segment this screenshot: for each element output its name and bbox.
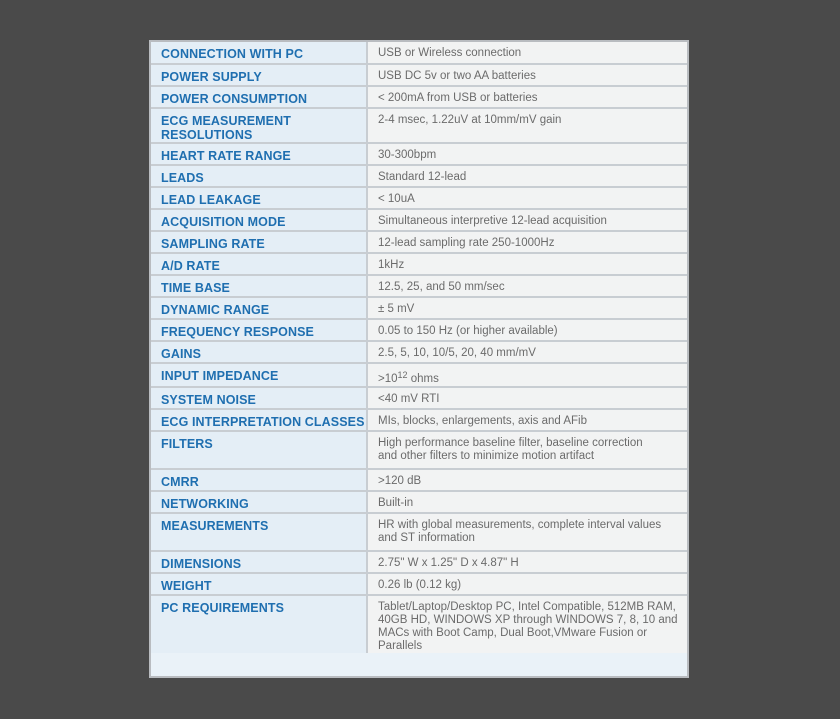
spec-label: LEADS — [151, 165, 367, 187]
spec-value: 0.26 lb (0.12 kg) — [367, 573, 687, 595]
spec-label: ECG INTERPRETATION CLASSES — [151, 409, 367, 431]
spec-value: 0.05 to 150 Hz (or higher available) — [367, 319, 687, 341]
spec-label: WEIGHT — [151, 573, 367, 595]
spec-label: CONNECTION WITH PC — [151, 42, 367, 64]
spec-row-ecg-resolution — [151, 108, 687, 143]
spec-row-heart-rate — [151, 143, 687, 165]
spec-label: SAMPLING RATE — [151, 231, 367, 253]
spec-value: HR with global measurements, complete interval values and ST information — [367, 513, 687, 551]
spec-row-dimensions — [151, 551, 687, 573]
spec-value: >120 dB — [367, 469, 687, 491]
impedance-base: >10 — [378, 373, 398, 385]
spec-label: INPUT IMPEDANCE — [151, 363, 367, 387]
spec-row-power-supply — [151, 64, 687, 86]
spec-label: A/D RATE — [151, 253, 367, 275]
spec-value: <40 mV RTI — [367, 387, 687, 409]
spec-value: 1kHz — [367, 253, 687, 275]
spec-value: 30-300bpm — [367, 143, 687, 165]
spec-label: FILTERS — [151, 431, 367, 469]
spec-label: POWER SUPPLY — [151, 64, 367, 86]
spec-value: High performance baseline filter, baseline correction and other filters to minimize motion artifact — [367, 431, 687, 469]
spec-value: Simultaneous interpretive 12-lead acquisition — [367, 209, 687, 231]
spec-label: POWER CONSUMPTION — [151, 86, 367, 108]
spec-value: < 10uA — [367, 187, 687, 209]
spec-row-filters — [151, 431, 687, 469]
spec-value: USB DC 5v or two AA batteries — [367, 64, 687, 86]
spec-value — [367, 363, 687, 387]
spec-value: < 200mA from USB or batteries — [367, 86, 687, 108]
spec-row-measurements — [151, 513, 687, 551]
spec-label: NETWORKING — [151, 491, 367, 513]
spec-row-time-base — [151, 275, 687, 297]
spec-value: MIs, blocks, enlargements, axis and AFib — [367, 409, 687, 431]
spec-value: 12-lead sampling rate 250-1000Hz — [367, 231, 687, 253]
spec-row-ad-rate — [151, 253, 687, 275]
spec-value: ± 5 mV — [367, 297, 687, 319]
spec-row-connection — [151, 42, 687, 64]
spec-row-acquisition-mode — [151, 209, 687, 231]
spec-row-pc-requirements — [151, 595, 687, 653]
spec-row-dynamic-range — [151, 297, 687, 319]
spec-label: CMRR — [151, 469, 367, 491]
specifications-table — [151, 42, 687, 653]
spec-row-frequency-response — [151, 319, 687, 341]
spec-row-power-consumption — [151, 86, 687, 108]
spec-row-interpretation-classes — [151, 409, 687, 431]
spec-value: Tablet/Laptop/Desktop PC, Intel Compatible, 512MB RAM, 40GB HD, WINDOWS XP through WINDOWS 7, 8, 10 and MACs with Boot Camp, Dual Boot,VMware Fusion or Parallels — [367, 595, 687, 653]
spec-value: 12.5, 25, and 50 mm/sec — [367, 275, 687, 297]
spec-label: LEAD LEAKAGE — [151, 187, 367, 209]
spec-value: Standard 12-lead — [367, 165, 687, 187]
spec-sheet — [149, 40, 689, 678]
spec-row-gains — [151, 341, 687, 363]
spec-label: GAINS — [151, 341, 367, 363]
spec-row-system-noise — [151, 387, 687, 409]
spec-value: 2-4 msec, 1.22uV at 10mm/mV gain — [367, 108, 687, 143]
spec-label: MEASUREMENTS — [151, 513, 367, 551]
spec-row-leads — [151, 165, 687, 187]
spec-label: ACQUISITION MODE — [151, 209, 367, 231]
spec-label: HEART RATE RANGE — [151, 143, 367, 165]
spec-row-weight — [151, 573, 687, 595]
spec-label: DIMENSIONS — [151, 551, 367, 573]
spec-row-networking — [151, 491, 687, 513]
spec-label: DYNAMIC RANGE — [151, 297, 367, 319]
impedance-unit: ohms — [407, 373, 439, 385]
spec-row-input-impedance — [151, 363, 687, 387]
spec-value: USB or Wireless connection — [367, 42, 687, 64]
spec-label: FREQUENCY RESPONSE — [151, 319, 367, 341]
spec-value: 2.75" W x 1.25" D x 4.87" H — [367, 551, 687, 573]
spec-label: PC REQUIREMENTS — [151, 595, 367, 653]
spec-label: SYSTEM NOISE — [151, 387, 367, 409]
spec-row-cmrr — [151, 469, 687, 491]
spec-row-sampling-rate — [151, 231, 687, 253]
spec-row-lead-leakage — [151, 187, 687, 209]
spec-label: ECG MEASUREMENT RESOLUTIONS — [151, 108, 367, 143]
spec-value: 2.5, 5, 10, 10/5, 20, 40 mm/mV — [367, 341, 687, 363]
spec-value: Built-in — [367, 491, 687, 513]
impedance-exponent: 12 — [397, 370, 408, 380]
spec-label: TIME BASE — [151, 275, 367, 297]
